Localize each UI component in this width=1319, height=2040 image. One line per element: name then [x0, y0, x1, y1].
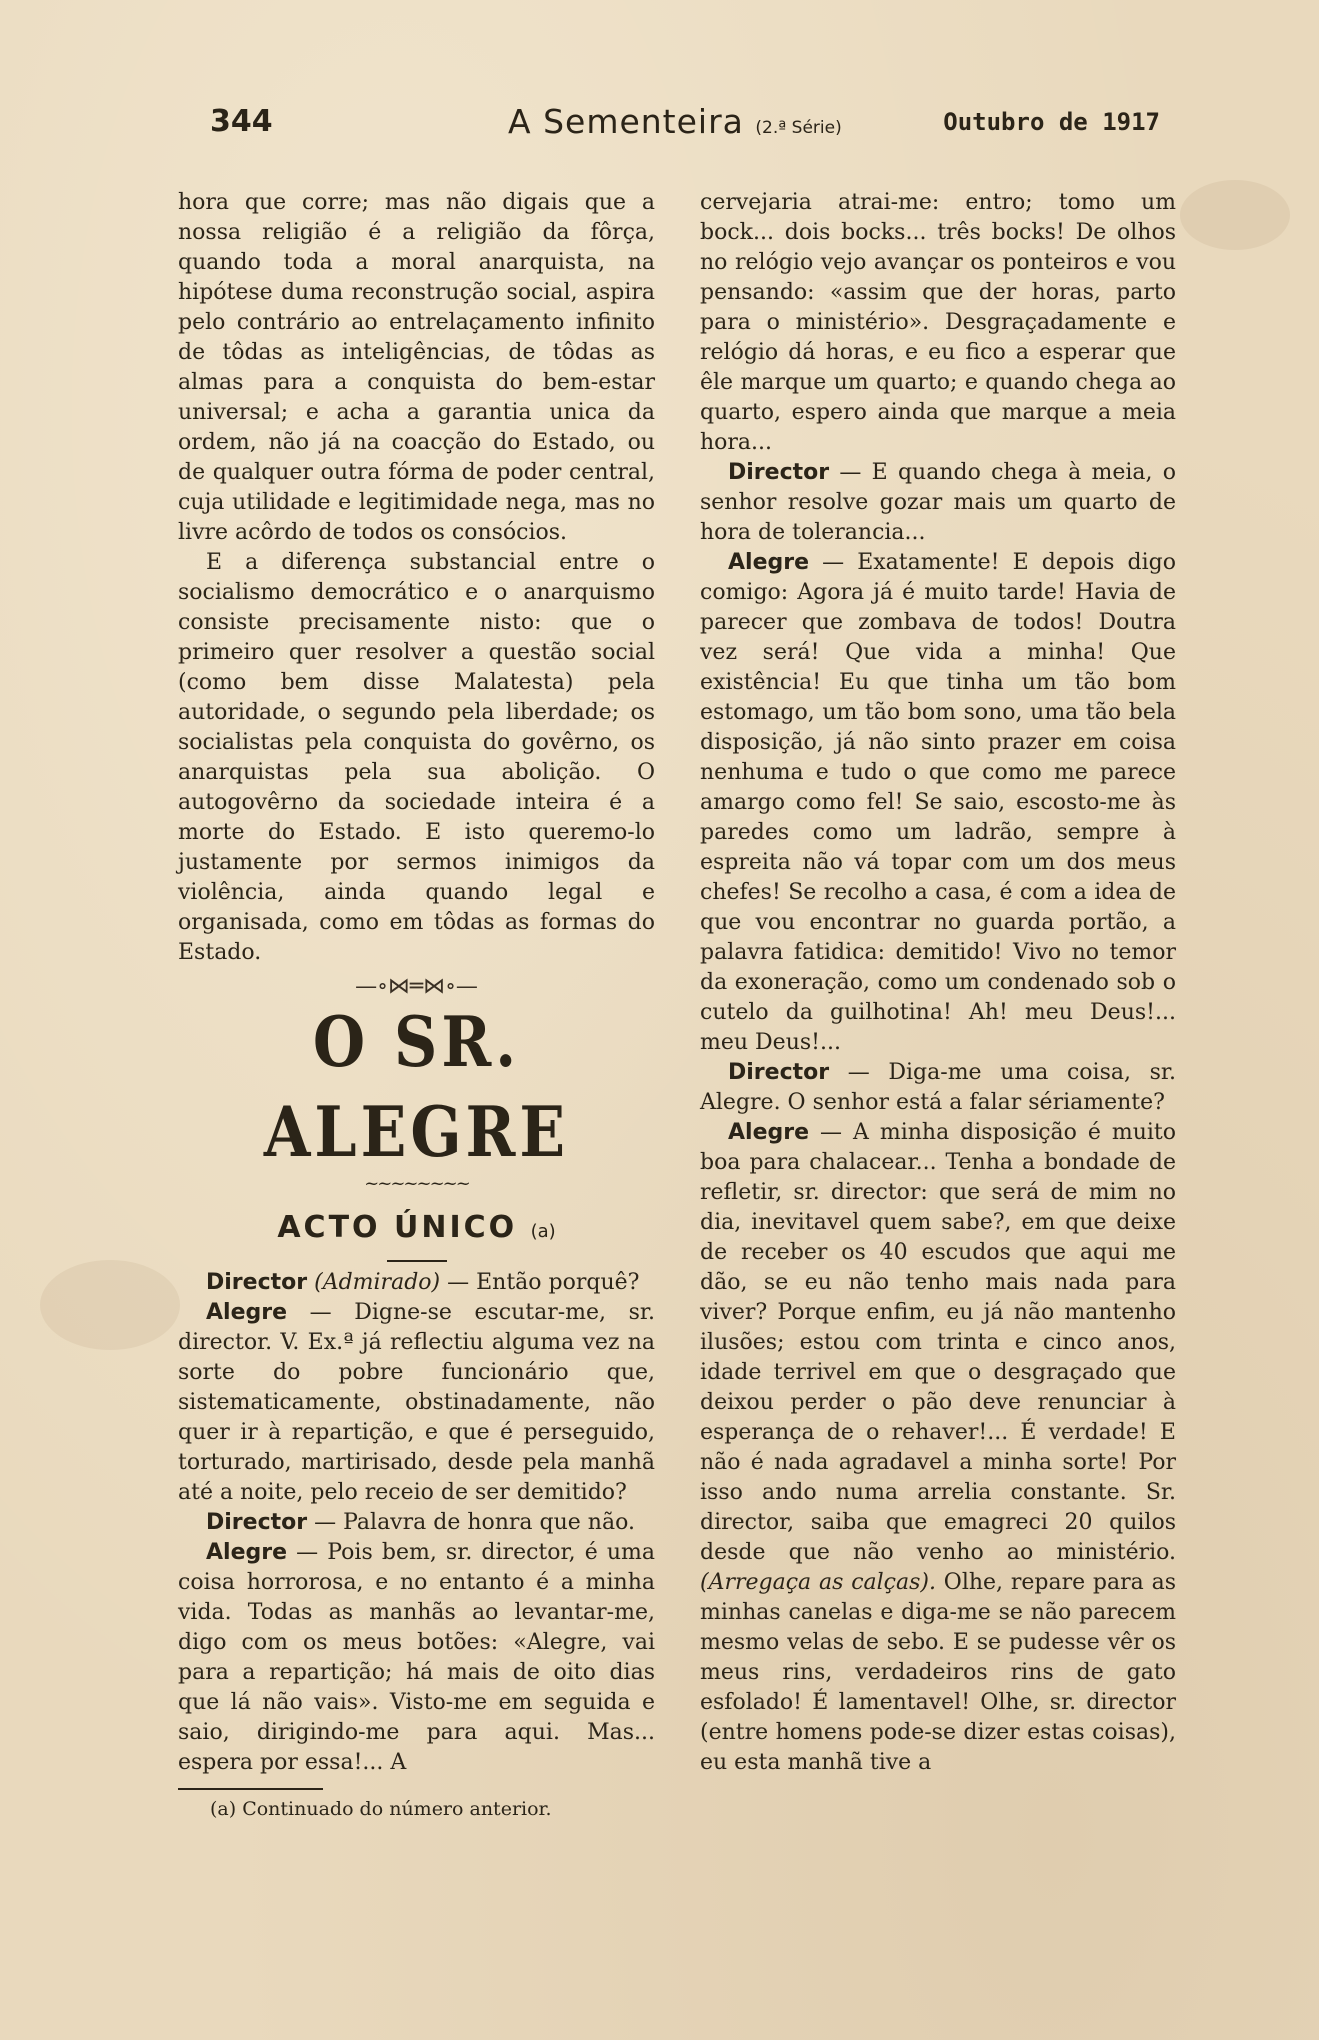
squiggle-divider: ~~~~~~~~: [364, 1173, 469, 1194]
play-title: O SR. ALEGRE: [263, 1002, 570, 1174]
dialogue-line: [178, 1268, 655, 1298]
act-title: ACTO ÚNICO: [277, 1210, 518, 1245]
footnote: (a) Continuado do número anterior.: [210, 1798, 552, 1820]
speaker-name: Alegre: [206, 1540, 288, 1565]
stage-direction: (Admirado): [314, 1270, 441, 1295]
dialogue-line: [178, 1298, 655, 1508]
dialogue-line: [700, 458, 1176, 548]
dialogue-line: [700, 1058, 1176, 1118]
speaker-name: Director: [206, 1270, 308, 1295]
paper-stain: [1180, 180, 1290, 250]
dialogue-text: — Então porquê?: [447, 1270, 640, 1295]
ornament-divider: —∘⋈═⋈∘—: [355, 974, 478, 999]
speaker-name: Director: [728, 1060, 830, 1085]
dialogue-line: [178, 1508, 655, 1538]
speaker-name: Alegre: [728, 1120, 810, 1145]
dialogue-text: — A minha disposição é muito boa para chalacear... Tenha a bondade de refletir, sr. director: que será de mim no dia, inevitavel quem sabe?, em que deixe de receber os 40 escudos que aqui me dão, se eu não tenho mais nada para viver? Porque enfim, eu já não mantenho ilusões; estou com trinta e cinco anos, idade terrivel em que o desgraçado que deixou perder o pão deve renunciar à esperança de o rehaver!... É verdade! E não é nada agradavel a minha sorte! Por isso ando numa arrelia constante. Sr. director, saiba que emagreci 20 quilos desde que não venho ao ministério.: [700, 1120, 1177, 1565]
page-number: 344: [210, 104, 273, 139]
dialogue-line: [700, 1118, 1176, 1778]
paper-stain: [40, 1260, 180, 1350]
dialogue-text: Olhe, repare para as minhas canelas e diga-me se não parecem mesmo velas de sebo. E se pudesse vêr os meus rins, verdadeiros rins de gato esfolado! É lamentavel! Olhe, sr. director (entre homens pode-se dizer estas coisas), eu esta manhã tive a: [700, 1570, 1176, 1775]
dialogue-line: [178, 1538, 655, 1778]
speaker-name: Director: [206, 1510, 308, 1535]
dialogue-text: — E quando chega à meia, o senhor resolve gozar mais um quarto de hora de tolerancia...: [700, 460, 1176, 545]
act-heading: [178, 1208, 655, 1252]
stage-direction: (Arregaça as calças).: [700, 1570, 936, 1595]
footnote-marker: (a): [530, 1221, 556, 1242]
right-column: [700, 188, 1176, 1778]
footnote-rule: [178, 1788, 323, 1790]
dialogue-text: — Exatamente! E depois digo comigo: Agora já é muito tarde! Havia de parecer que zombava de todos! Doutra vez será! Que vida a minha! Que existência! Eu que tinha um tão bom estomago, um tão bom sono, uma tão bela disposição, já não sinto prazer em coisa nenhuma e tudo o que como me parece amargo como fel! Se saio, escosto-me às paredes como um ladrão, sempre à espreita não vá topar com um dos meus chefes! Se recolho a casa, é com a idea de que vou encontrar no guarda portão, a palavra fatidica: demitido! Vivo no temor da exoneração, como um condenado sob o cutelo da guilhotina! Ah! meu Deus!... meu Deus!...: [700, 550, 1176, 1055]
dialogue-text: — Palavra de honra que não.: [314, 1510, 635, 1535]
paragraph: hora que corre; mas não digais que a nossa religião é a religião da fôrça, quando toda a moral anarquista, na hipótese duma reconstrução social, aspira pelo contrário ao entrelaçamento infinito de tôdas as inteligências, de tôdas as almas para a conquista do bem-estar universal; e acha a garantia unica da ordem, não já na coacção do Estado, ou de qualquer outra fórma de poder central, cuja utilidade e legitimidade nega, mas no livre acôrdo de todos os consócios.: [178, 190, 655, 545]
issue-date: Outubro de 1917: [943, 108, 1160, 136]
speaker-name: Director: [728, 460, 830, 485]
paragraph: E a diferença substancial entre o socialismo democrático e o anarquismo consiste precisamente nisto: que o primeiro quer resolver a questão social (como bem disse Malatesta) pela autoridade, o segundo pela liberdade; os socialistas pela conquista do govêrno, os anarquistas pela sua abolição. O autogovêrno da sociedade inteira é a morte do Estado. E isto queremo-lo justamente por sermos inimigos da violência, ainda quando legal e organisada, como em tôdas as formas do Estado.: [178, 550, 655, 965]
dialogue-text: — Pois bem, sr. director, é uma coisa horrorosa, e no entanto é a minha vida. Todas as manhãs ao levantar-me, digo com os meus botões: «Alegre, vai para a repartição; há mais de oito dias que lá não vais». Visto-me em seguida e saio, dirigindo-me para aqui. Mas... espera por essa!... A: [178, 1540, 655, 1775]
dialogue-text: — Diga-me uma coisa, sr. Alegre. O senhor está a falar sériamente?: [700, 1060, 1176, 1115]
series-label: (2.ª Série): [755, 118, 842, 138]
left-column: [178, 188, 655, 1822]
journal-title: [508, 102, 842, 141]
page-header: [210, 100, 1160, 150]
speaker-name: Alegre: [728, 550, 810, 575]
journal-name: A Sementeira: [508, 102, 744, 141]
dialogue-continuation: cervejaria atrai-me: entro; tomo um bock... dois bocks... três bocks! De olhos no relógio vejo avançar os ponteiros e vou pensando: «assim que der horas, parto para o ministério». Desgraçadamente e relógio dá horas, e eu fico a esperar que êle marque um quarto; e quando chega ao quarto, espero ainda que marque a meia hora...: [700, 190, 1176, 455]
heading-rule: [387, 1260, 447, 1262]
dialogue-line: [700, 548, 1176, 1058]
dialogue-text: — Digne-se escutar-me, sr. director. V. Ex.ª já reflectiu alguma vez na sorte do pobre funcionário que, sistematicamente, obstinadamente, não quer ir à repartição, e que é perseguido, torturado, martirisado, desde pela manhã até a noite, pelo receio de ser demitido?: [178, 1300, 655, 1505]
speaker-name: Alegre: [206, 1300, 288, 1325]
